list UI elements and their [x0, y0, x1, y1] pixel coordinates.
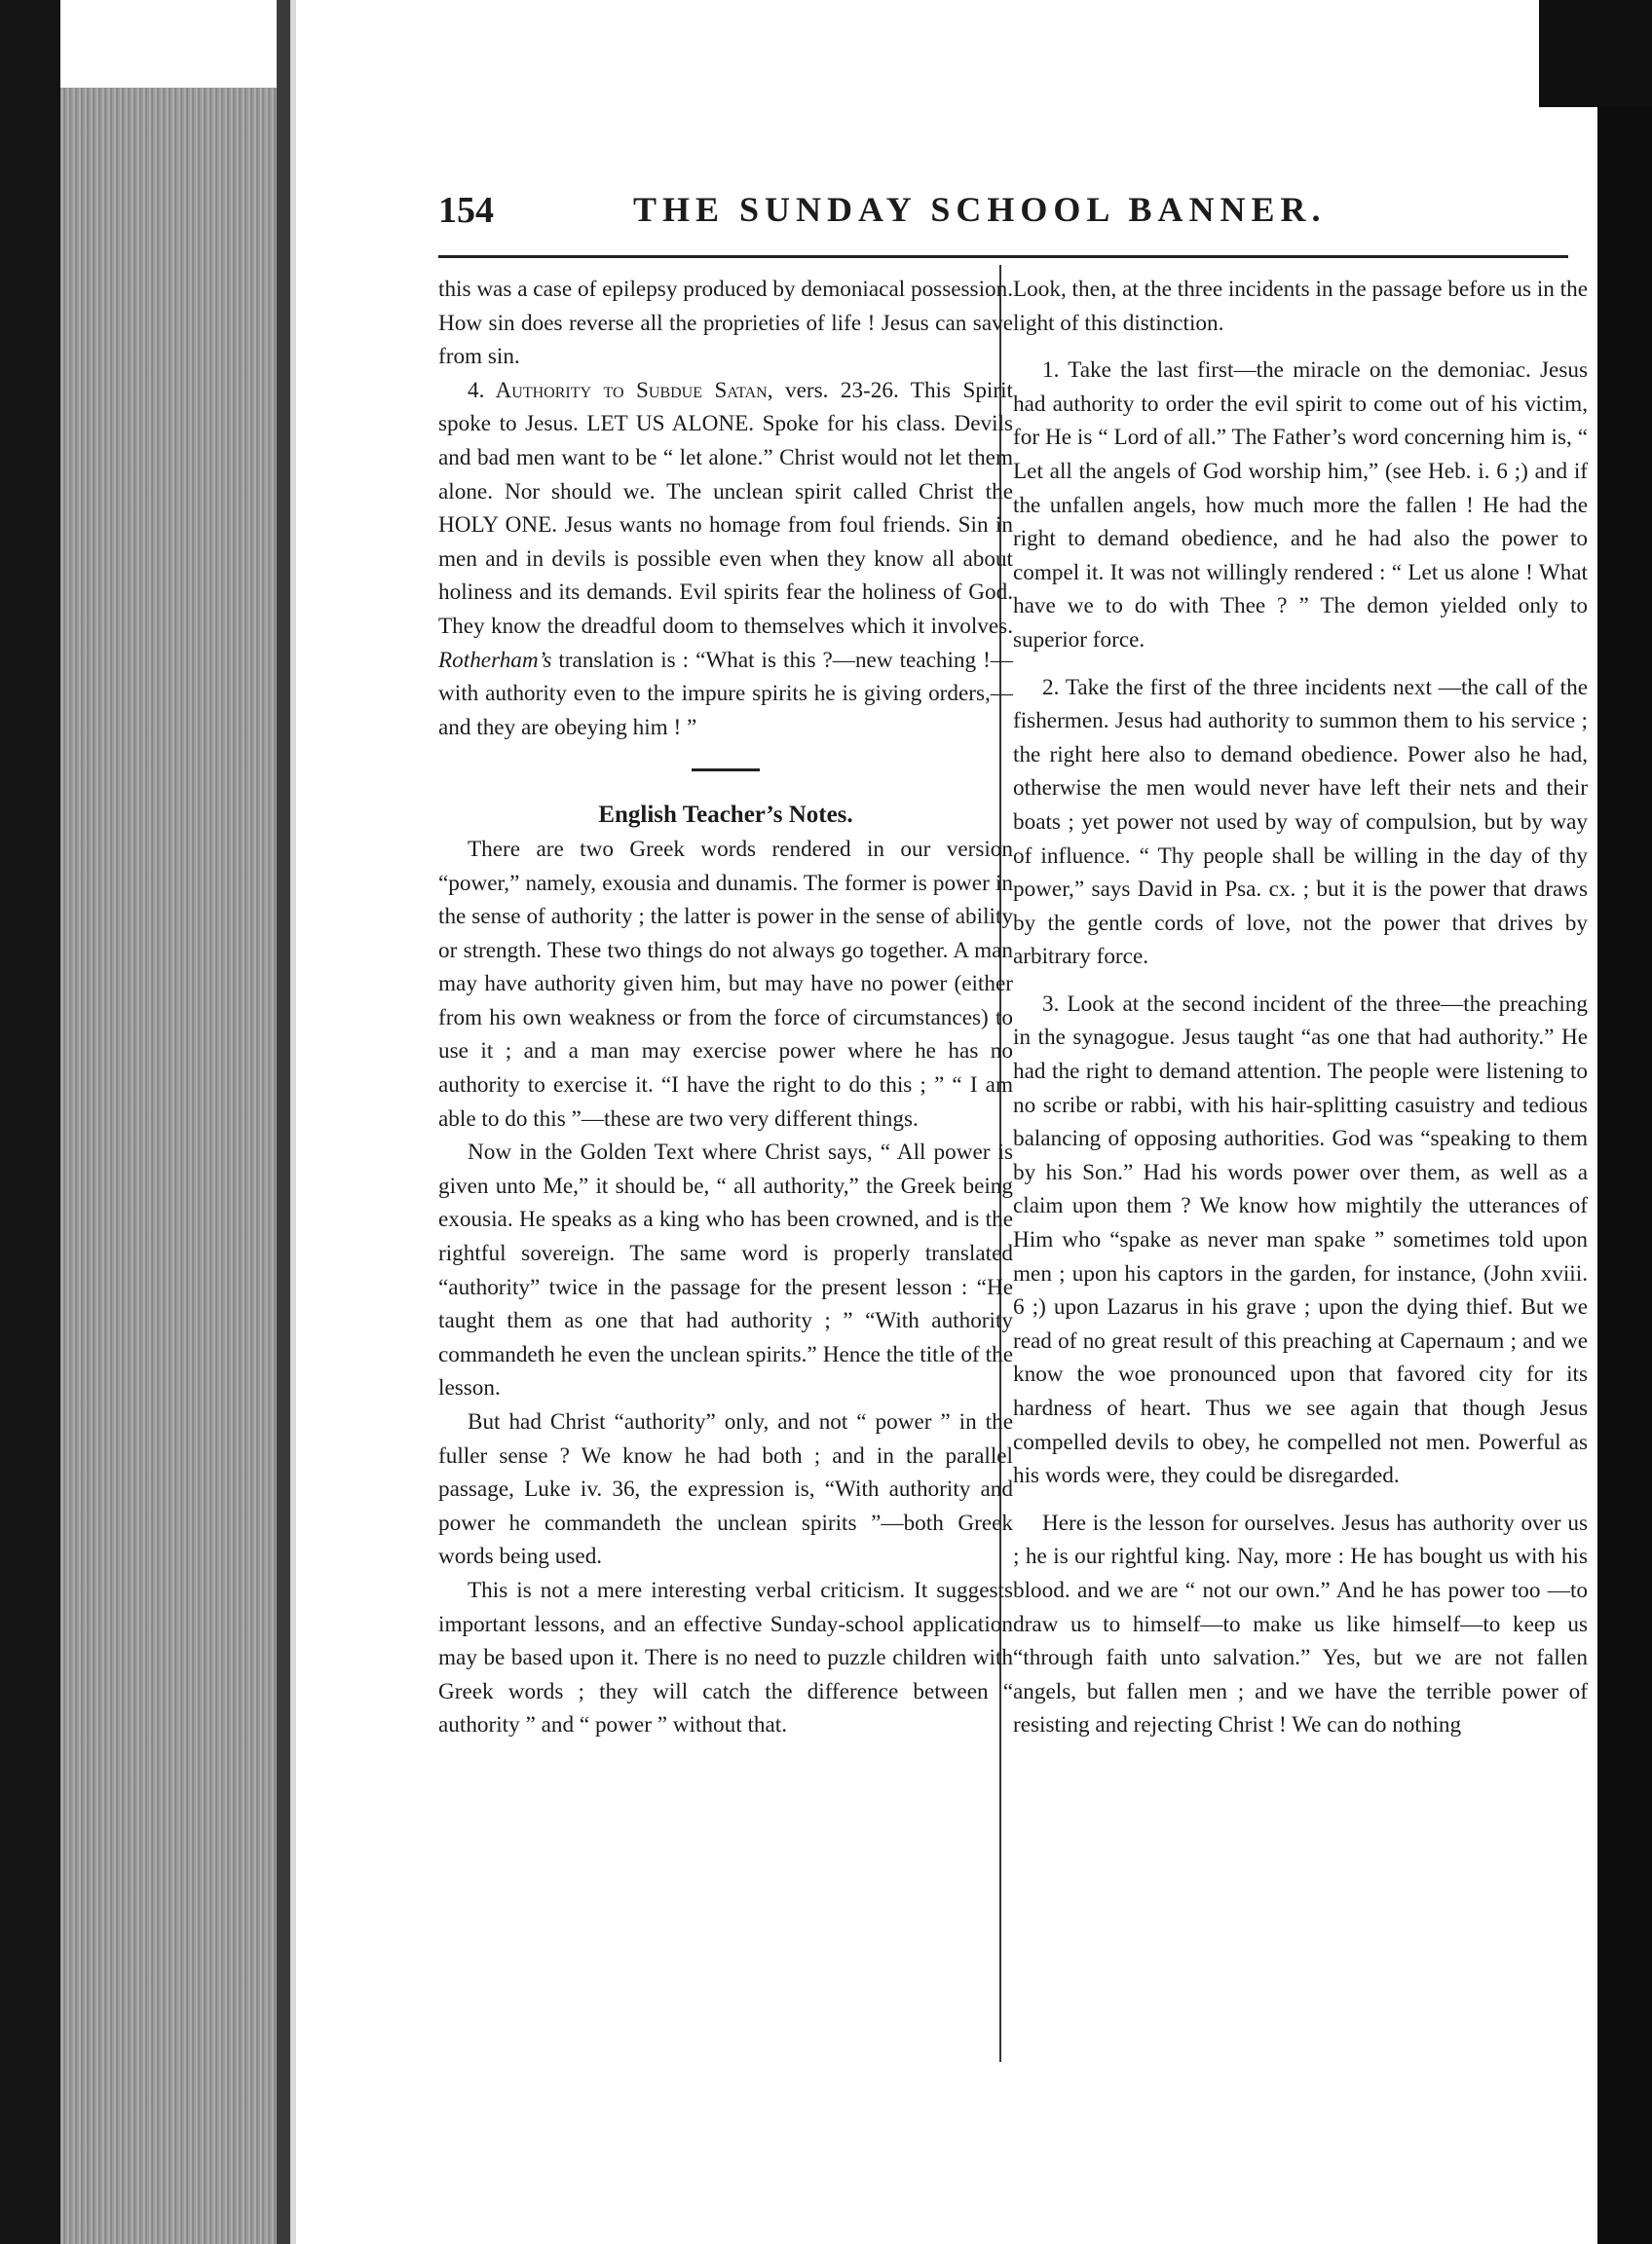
right-column	[1013, 273, 1588, 1742]
paragraph: Look, then, at the three incidents in the passage before us in the light of this distinction.	[1013, 277, 1588, 336]
paragraph: There are two Greek words rendered in our version “power,” namely, exousia and dunamis. The former is power in the sense of authority ; the latter is power in the sense of ability or strength. These two things do not always go together. A man may have authority given him, but may have no power (either from his own weakness or from the force of circumstances) to use it ; and a man may exercise power where he has no authority to exercise it. “I have the right to do this ; ” “ I am able to do this ”—these are two very different things.	[438, 836, 1013, 1132]
section-divider	[692, 768, 760, 771]
subsection-heading: 4. Authority to Subdue Satan,	[468, 377, 773, 403]
paragraph: 1. Take the last first—the miracle on the demoniac. Jesus had authority to order the evil spirit to come out of his victim, for He is “ Lord of all.” The Father’s word concerning him is, “ Let all the angels of God worship him,” (see Heb. i. 6 ;) and if the unfallen angels, how much more the fallen ! He had the right to demand obedience, and he had also the power to compel it. It was not willingly rendered : “ Let us alone ! What have we to do with Thee ? ” The demon yielded only to superior force.	[1013, 357, 1588, 653]
scan-dark-border-right	[1597, 0, 1652, 2244]
running-head: THE SUNDAY SCHOOL BANNER.	[633, 190, 1327, 229]
paragraph-authority-to-subdue-satan	[438, 374, 1013, 745]
section-heading: English Teacher’s Notes.	[598, 802, 853, 829]
paragraph: But had Christ “authority” only, and not “ power ” in the fuller sense ? We know he had both ; and in the parallel passage, Luke iv. 36, the expression is, “With authority and power he commandeth the unclean spirits ”—both Greek words being used.	[438, 1409, 1013, 1570]
paragraph-text-end: translation is : “What is this ?—new teaching !—with authority even to the impure spirits he is giving orders,—and they are obeying him ! ”	[438, 647, 1013, 740]
header-rule	[438, 255, 1568, 258]
paragraph: 3. Look at the second incident of the three—the preaching in the synagogue. Jesus taught “as one that had authority.” He had the right to demand attention. The people were listening to no scribe or rabbi, with his hair-splitting casuistry and tedious balancing of opposing authorities. God was “speaking to them by his Son.” Had his words power over them, as well as a claim upon them ? We know how mightily the utterances of Him who “spake as never man spake ” sometimes told upon men ; upon his captors in the garden, for instance, (John xviii. 6 ;) upon Lazarus in his grave ; upon the dying thief. But we read of no great result of this preaching at Capernaum ; and we know the woe pronounced upon that favored city for its hardness of heart. Thus we see again that though Jesus compelled devils to obey, he compelled not men. Powerful as his words were, they could be disregarded.	[1013, 991, 1588, 1489]
page-header	[438, 183, 1558, 242]
book-page-edges	[60, 88, 286, 2244]
scan-dark-corner	[1539, 0, 1652, 107]
scan-dark-border-left	[0, 0, 60, 2244]
left-column	[438, 273, 1013, 1742]
page-number: 154	[438, 190, 494, 231]
paragraph: Here is the lesson for ourselves. Jesus has authority over us ; he is our rightful king. Nay, more : He has bought us with his blood. and we are “ not our own.” And he has power too —to draw us to himself—to make us like himself—to keep us “through faith unto salvation.” Yes, but we are not fallen angels, but fallen men ; and we have the terrible power of resisting and rejecting Christ ! We can do nothing	[1013, 1510, 1588, 1739]
paragraph: 2. Take the first of the three incidents next —the call of the fishermen. Jesus had authority to summon them to his service ; the right here also to demand obedience. Power also he had, otherwise the men would never have left their nets and their boats ; yet power not used by way of compulsion, but by way of influence. “ Thy people shall be willing in the day of thy power,” says David in Psa. cx. ; but it is the power that draws by the gentle cords of love, not the power that drives by arbitrary force.	[1013, 674, 1588, 970]
paragraph: Now in the Golden Text where Christ says, “ All power is given unto Me,” it should be, “ all authority,” the Greek being exousia. He speaks as a king who has been crowned, and is the rightful sovereign. The same word is properly translated “authority” twice in the passage for the present lesson : “He taught them as one that had authority ; ” “With authority commandeth he even the unclean spirits.” Hence the title of the lesson.	[438, 1140, 1013, 1402]
paragraph: This is not a mere interesting verbal criticism. It suggests important lessons, and an effective Sunday-school application may be based upon it. There is no need to puzzle children with Greek words ; they will catch the difference between “ authority ” and “ power ” without that.	[438, 1577, 1013, 1739]
book-spine-highlight	[290, 0, 296, 2244]
paragraph-text: vers. 23-26. This Spirit spoke to Jesus. LET US ALONE. Spoke for his class. Devils and bad men want to be “ let alone.” Christ would not let them alone. Nor should we. The unclean spirit called Christ the HOLY ONE. Jesus wants no homage from foul friends. Sin in men and in devils is possible even when they know all about holiness and its demands. Evil spirits fear the holiness of God. They know the dreadful doom to themselves which it involves.	[438, 377, 1013, 639]
italic-name: Rotherham’s	[438, 647, 552, 673]
paragraph: this was a case of epilepsy produced by demoniacal possession. How sin does reverse all the proprieties of life ! Jesus can save from sin.	[438, 277, 1013, 370]
